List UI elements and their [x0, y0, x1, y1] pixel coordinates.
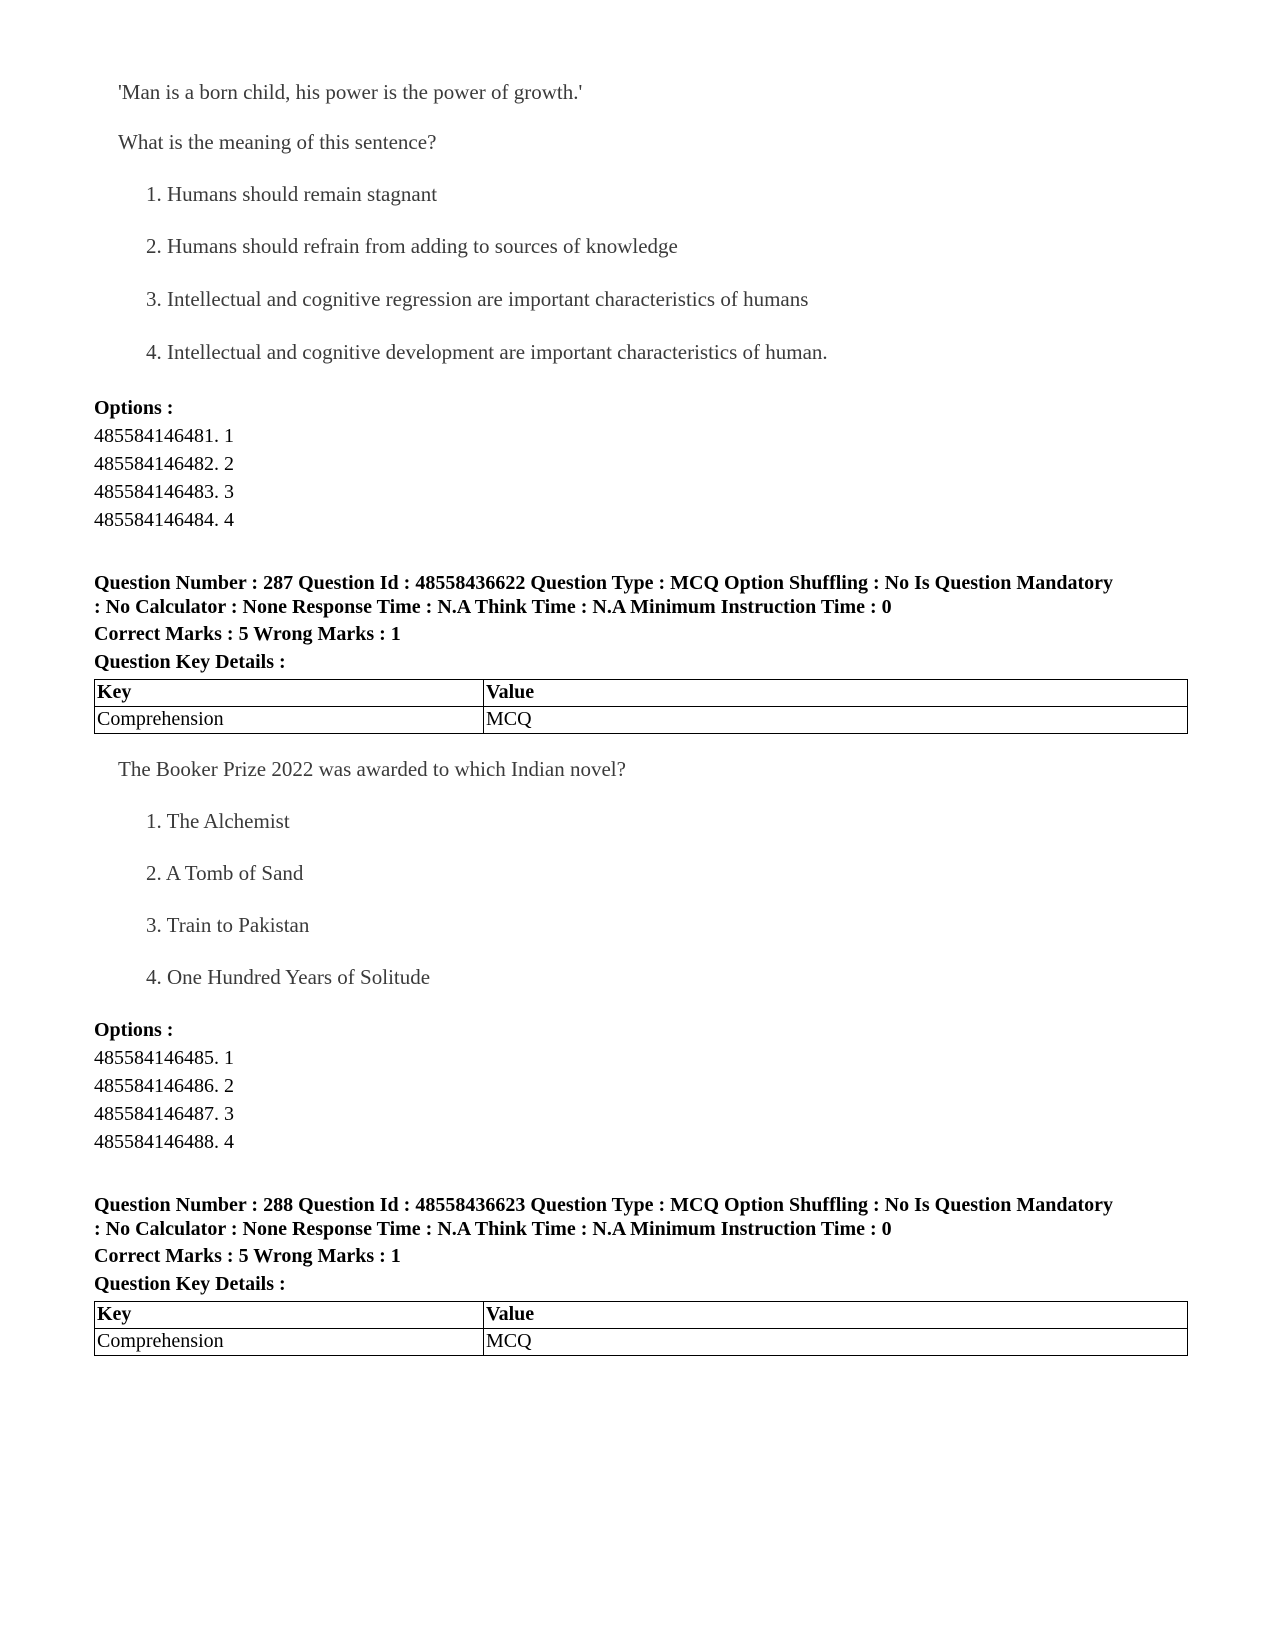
choice-1: 1. Humans should remain stagnant [146, 182, 438, 206]
meta-line-2: : No Calculator : None Response Time : N.A Think Time : N.A Minimum Instruction Time : 0 [94, 1218, 892, 1240]
table-row [95, 1329, 1188, 1356]
question-text: What is the meaning of this sentence? [118, 130, 437, 154]
question-287-meta [94, 571, 1194, 619]
choice-3: 3. Intellectual and cognitive regression are important characteristics of humans [146, 287, 809, 311]
option-id-1: 485584146485. 1 [94, 1047, 234, 1069]
table-row [95, 707, 1188, 734]
choice-1: 1. The Alchemist [146, 809, 290, 833]
option-id-1: 485584146481. 1 [94, 425, 234, 447]
question-text: The Booker Prize 2022 was awarded to which Indian novel? [118, 757, 626, 781]
cell-key: Comprehension [95, 707, 484, 734]
key-value-table [94, 679, 1188, 734]
meta-line-2: : No Calculator : None Response Time : N.A Think Time : N.A Minimum Instruction Time : 0 [94, 596, 892, 618]
header-value: Value [484, 680, 1188, 707]
question-quote: 'Man is a born child, his power is the power of growth.' [118, 80, 583, 104]
table-header-row [95, 1302, 1188, 1329]
header-key: Key [95, 680, 484, 707]
meta-line-1: Question Number : 287 Question Id : 48558436622 Question Type : MCQ Option Shuffling : No Is Question Mandatory [94, 572, 1113, 594]
key-details-label: Question Key Details : [94, 1273, 286, 1295]
choice-3: 3. Train to Pakistan [146, 913, 310, 937]
option-id-2: 485584146486. 2 [94, 1075, 234, 1097]
options-label: Options : [94, 1019, 174, 1041]
options-label: Options : [94, 397, 174, 419]
option-id-2: 485584146482. 2 [94, 453, 234, 475]
choice-2: 2. Humans should refrain from adding to sources of knowledge [146, 234, 678, 258]
question-288-meta [94, 1193, 1194, 1241]
choice-2: 2. A Tomb of Sand [146, 861, 304, 885]
cell-key: Comprehension [95, 1329, 484, 1356]
option-id-3: 485584146483. 3 [94, 481, 234, 503]
key-value-table [94, 1301, 1188, 1356]
choice-4: 4. Intellectual and cognitive development are important characteristics of human. [146, 340, 828, 364]
meta-line-1: Question Number : 288 Question Id : 48558436623 Question Type : MCQ Option Shuffling : No Is Question Mandatory [94, 1194, 1113, 1216]
table-header-row [95, 680, 1188, 707]
cell-value: MCQ [484, 707, 1188, 734]
marks-line: Correct Marks : 5 Wrong Marks : 1 [94, 1245, 401, 1267]
key-details-label: Question Key Details : [94, 651, 286, 673]
header-value: Value [484, 1302, 1188, 1329]
option-id-3: 485584146487. 3 [94, 1103, 234, 1125]
option-id-4: 485584146488. 4 [94, 1131, 234, 1153]
header-key: Key [95, 1302, 484, 1329]
marks-line: Correct Marks : 5 Wrong Marks : 1 [94, 623, 401, 645]
choice-4: 4. One Hundred Years of Solitude [146, 965, 431, 989]
cell-value: MCQ [484, 1329, 1188, 1356]
option-id-4: 485584146484. 4 [94, 509, 234, 531]
